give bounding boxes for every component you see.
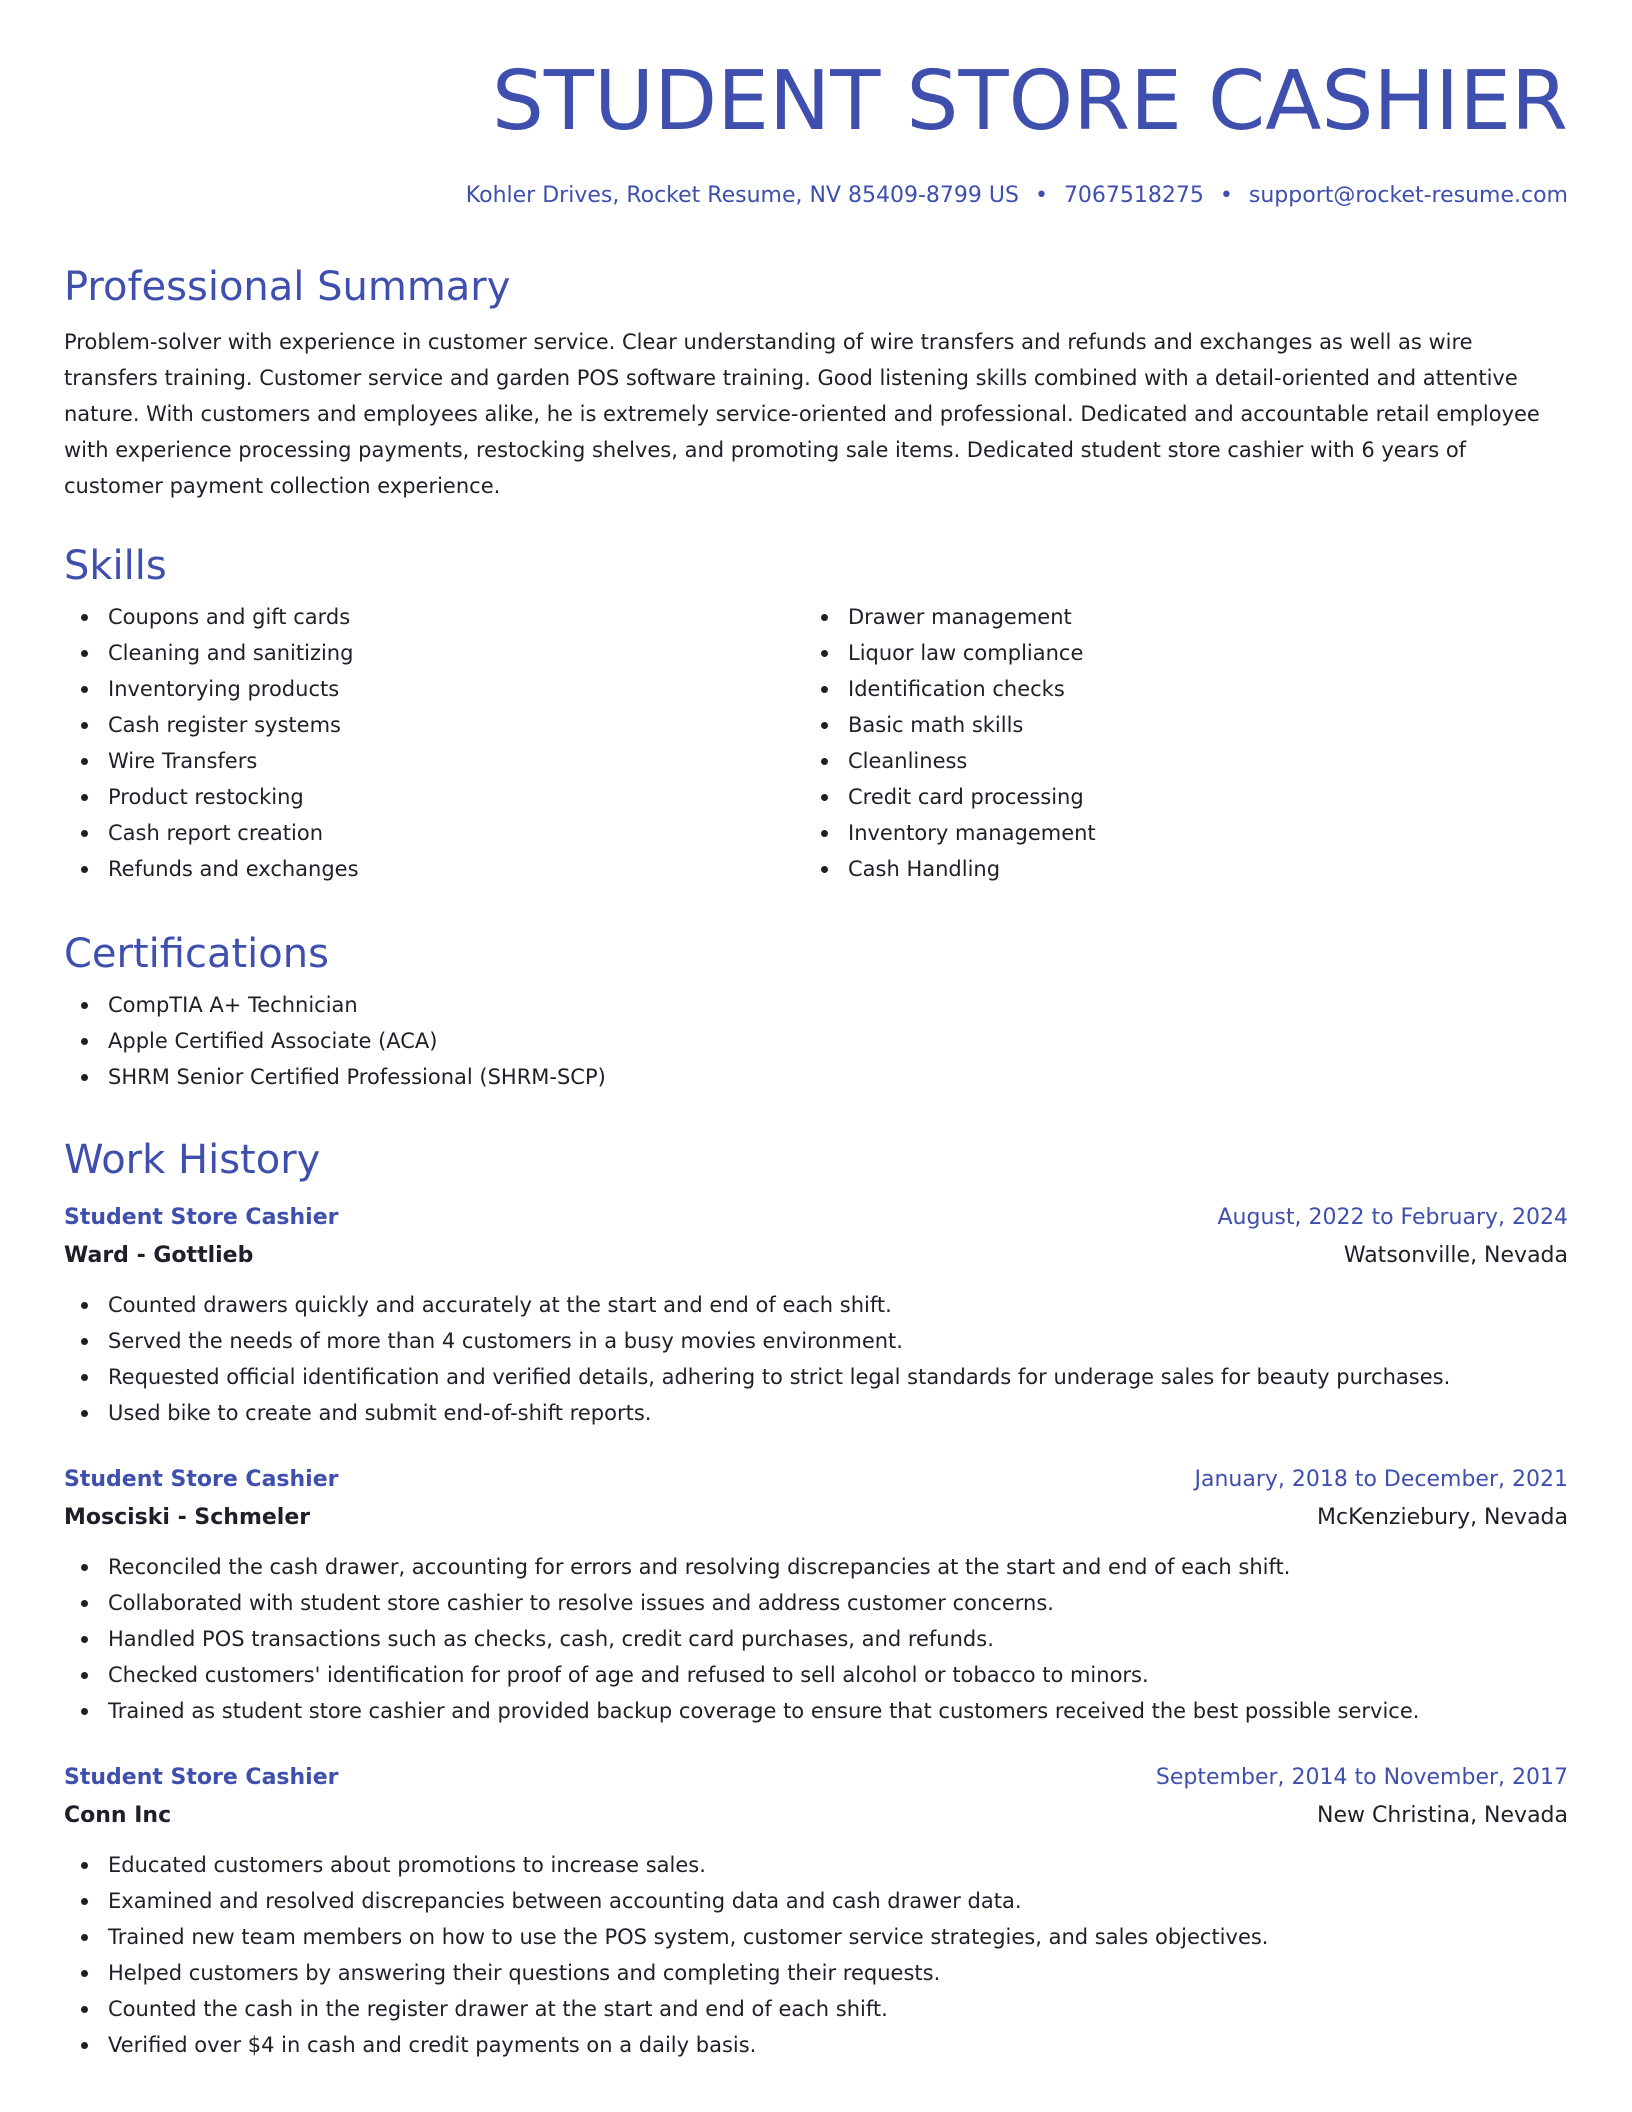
skill-item: Cleaning and sanitizing <box>64 635 804 671</box>
job-title: Student Store Cashier <box>64 1765 339 1790</box>
job-title: Student Store Cashier <box>64 1467 339 1492</box>
certification-item: SHRM Senior Certified Professional (SHRM-SCP) <box>64 1059 1568 1095</box>
job-location: Watsonville, Nevada <box>1343 1243 1568 1268</box>
job-dates: August, 2022 to February, 2024 <box>1217 1205 1568 1230</box>
skill-item: Coupons and gift cards <box>64 599 804 635</box>
skill-item: Inventory management <box>804 815 1544 851</box>
candidate-name: STUDENT STORE CASHIER <box>491 54 1568 149</box>
job-company-row <box>64 1499 1568 1537</box>
skill-item: Liquor law compliance <box>804 635 1544 671</box>
summary-title: Professional Summary <box>64 264 511 310</box>
skills-column-right <box>804 599 1544 887</box>
skills-title: Skills <box>64 543 167 589</box>
job-company: Conn Inc <box>64 1803 172 1828</box>
contact-separator: • <box>1034 183 1048 208</box>
job-company: Mosciski - Schmeler <box>64 1505 311 1530</box>
job-header-row <box>64 1199 1568 1237</box>
certifications-title: Certifications <box>64 931 329 977</box>
job-bullet: Counted the cash in the register drawer at the start and end of each shift. <box>64 1991 1568 2027</box>
job-bullet: Handled POS transactions such as checks, cash, credit card purchases, and refunds. <box>64 1621 1568 1657</box>
skill-item: Refunds and exchanges <box>64 851 804 887</box>
skill-item: Cash report creation <box>64 815 804 851</box>
skill-item: Wire Transfers <box>64 743 804 779</box>
job-bullet: Served the needs of more than 4 customers in a busy movies environment. <box>64 1323 1568 1359</box>
skill-item: Identification checks <box>804 671 1544 707</box>
job-entry <box>64 1759 1568 2063</box>
job-bullet: Helped customers by answering their questions and completing their requests. <box>64 1955 1568 1991</box>
contact-line <box>466 180 1568 212</box>
job-bullet: Educated customers about promotions to increase sales. <box>64 1847 1568 1883</box>
skill-item: Cash register systems <box>64 707 804 743</box>
job-bullet: Checked customers' identification for proof of age and refused to sell alcohol or tobacco to minors. <box>64 1657 1568 1693</box>
skill-item: Cash Handling <box>804 851 1544 887</box>
job-company-row <box>64 1237 1568 1275</box>
skills-columns <box>64 599 1568 887</box>
job-company: Ward - Gottlieb <box>64 1243 254 1268</box>
skill-item: Drawer management <box>804 599 1544 635</box>
job-bullet: Requested official identification and verified details, adhering to strict legal standards for underage sales for beauty purchases. <box>64 1359 1568 1395</box>
work-history-title: Work History <box>64 1137 321 1183</box>
skill-item: Product restocking <box>64 779 804 815</box>
job-entry <box>64 1461 1568 1729</box>
skills-section <box>64 541 1568 887</box>
contact-separator: • <box>1219 183 1233 208</box>
job-entry <box>64 1199 1568 1431</box>
certification-item: CompTIA A+ Technician <box>64 987 1568 1023</box>
skill-item: Credit card processing <box>804 779 1544 815</box>
job-bullet: Collaborated with student store cashier to resolve issues and address customer concerns. <box>64 1585 1568 1621</box>
job-location: New Christina, Nevada <box>1317 1803 1568 1828</box>
job-bullet: Counted drawers quickly and accurately at the start and end of each shift. <box>64 1287 1568 1323</box>
skill-item: Basic math skills <box>804 707 1544 743</box>
job-header-row <box>64 1461 1568 1499</box>
job-title: Student Store Cashier <box>64 1205 339 1230</box>
certifications-section <box>64 929 1568 1095</box>
contact-phone: 7067518275 <box>1063 183 1204 208</box>
job-bullet: Used bike to create and submit end-of-shift reports. <box>64 1395 1568 1431</box>
job-dates: September, 2014 to November, 2017 <box>1155 1765 1568 1790</box>
job-bullet: Reconciled the cash drawer, accounting for errors and resolving discrepancies at the start and end of each shift. <box>64 1549 1568 1585</box>
job-dates: January, 2018 to December, 2021 <box>1194 1467 1568 1492</box>
work-history-section <box>64 1135 1568 2063</box>
job-header-row <box>64 1759 1568 1797</box>
skills-column-left <box>64 599 804 887</box>
job-company-row <box>64 1797 1568 1835</box>
job-bullet: Verified over $4 in cash and credit payments on a daily basis. <box>64 2027 1568 2063</box>
summary-text: Problem-solver with experience in customer service. Clear understanding of wire transfers and refunds and exchanges as well as wire transfers training. Customer service and garden POS software training. Good listening skills combined with a detail-oriented and attentive nature. With customers and employees alike, he is extremely service-oriented and professional. Dedicated and accountable retail employee with experience processing payments, restocking shelves, and promoting sale items. Dedicated student store cashier with 6 years of customer payment collection experience. <box>64 330 1540 498</box>
summary-section <box>64 262 1568 504</box>
skill-item: Cleanliness <box>804 743 1544 779</box>
job-location: McKenziebury, Nevada <box>1317 1505 1568 1530</box>
contact-email[interactable]: support@rocket-resume.com <box>1248 183 1568 208</box>
job-bullet: Trained new team members on how to use the POS system, customer service strategies, and sales objectives. <box>64 1919 1568 1955</box>
job-bullet: Examined and resolved discrepancies between accounting data and cash drawer data. <box>64 1883 1568 1919</box>
job-bullet: Trained as student store cashier and provided backup coverage to ensure that customers received the best possible service. <box>64 1693 1568 1729</box>
certification-item: Apple Certified Associate (ACA) <box>64 1023 1568 1059</box>
contact-address: Kohler Drives, Rocket Resume, NV 85409-8799 US <box>465 183 1019 208</box>
skill-item: Inventorying products <box>64 671 804 707</box>
